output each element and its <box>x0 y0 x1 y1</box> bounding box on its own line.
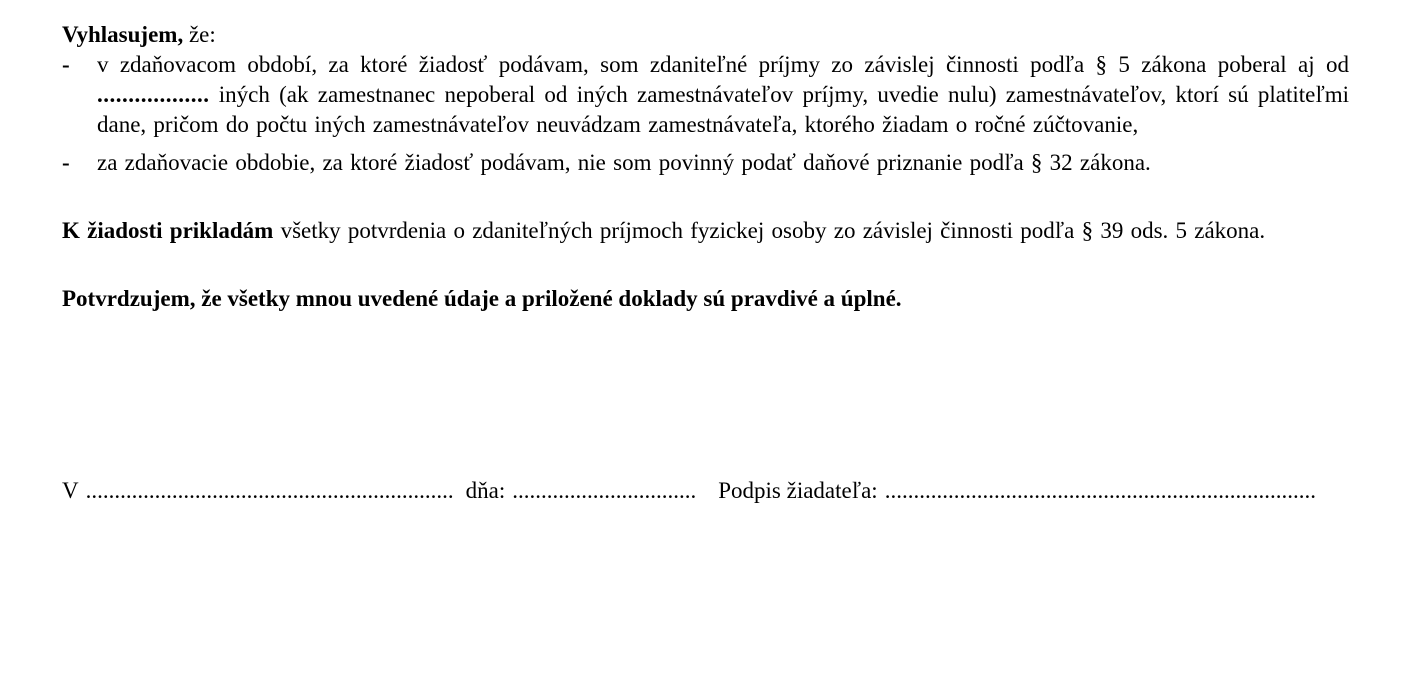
signature-line <box>62 476 1349 506</box>
blank-field-date: ................................ <box>512 478 697 503</box>
declaration-lead: Vyhlasujem, <box>62 22 184 47</box>
signature-label: Podpis žiadateľa: <box>718 478 878 503</box>
item1-text-post: iných (ak zamestnanec nepoberal od iných zamestnávateľov príjmy, uvedie nulu) zamestnávateľov, ktorí sú platiteľmi dane, pričom do počtu iných zamestnávateľov neuvádzam zamestnávateľa, ktorého žiadam o ročné zúčtovanie, <box>97 82 1349 137</box>
bullet-dash-marker: - <box>62 150 70 175</box>
list-item-other-employers <box>62 50 1349 140</box>
blank-field-place: ................................................................ <box>85 478 454 503</box>
item1-text-pre: v zdaňovacom období, za ktoré žiadosť podávam, som zdaniteľné príjmy zo závislej činnosti podľa § 5 zákona poberal aj od <box>97 52 1349 77</box>
attachment-paragraph <box>62 216 1349 246</box>
blank-field-employer-count: .................. <box>97 82 210 107</box>
confirmation-paragraph: Potvrdzujem, že všetky mnou uvedené údaje a priložené doklady sú pravdivé a úplné. <box>62 286 902 311</box>
list-item-no-tax-return <box>62 148 1349 178</box>
attachment-lead: K žiadosti prikladám <box>62 218 274 243</box>
declaration-heading <box>62 20 1349 50</box>
list-item-text <box>97 50 1349 140</box>
date-label: dňa: <box>465 478 506 503</box>
declaration-list <box>62 50 1349 178</box>
bullet-dash-marker: - <box>62 52 70 77</box>
blank-field-signature: ........................................................................... <box>884 478 1316 503</box>
declaration-rest: že: <box>183 22 216 47</box>
place-label: V <box>62 478 79 503</box>
list-item-text: za zdaňovacie obdobie, za ktoré žiadosť podávam, nie som povinný podať daňové priznanie podľa § 32 zákona. <box>97 150 1151 175</box>
attachment-rest: všetky potvrdenia o zdaniteľných príjmoch fyzickej osoby zo závislej činnosti podľa § 39 ods. 5 zákona. <box>273 218 1266 243</box>
